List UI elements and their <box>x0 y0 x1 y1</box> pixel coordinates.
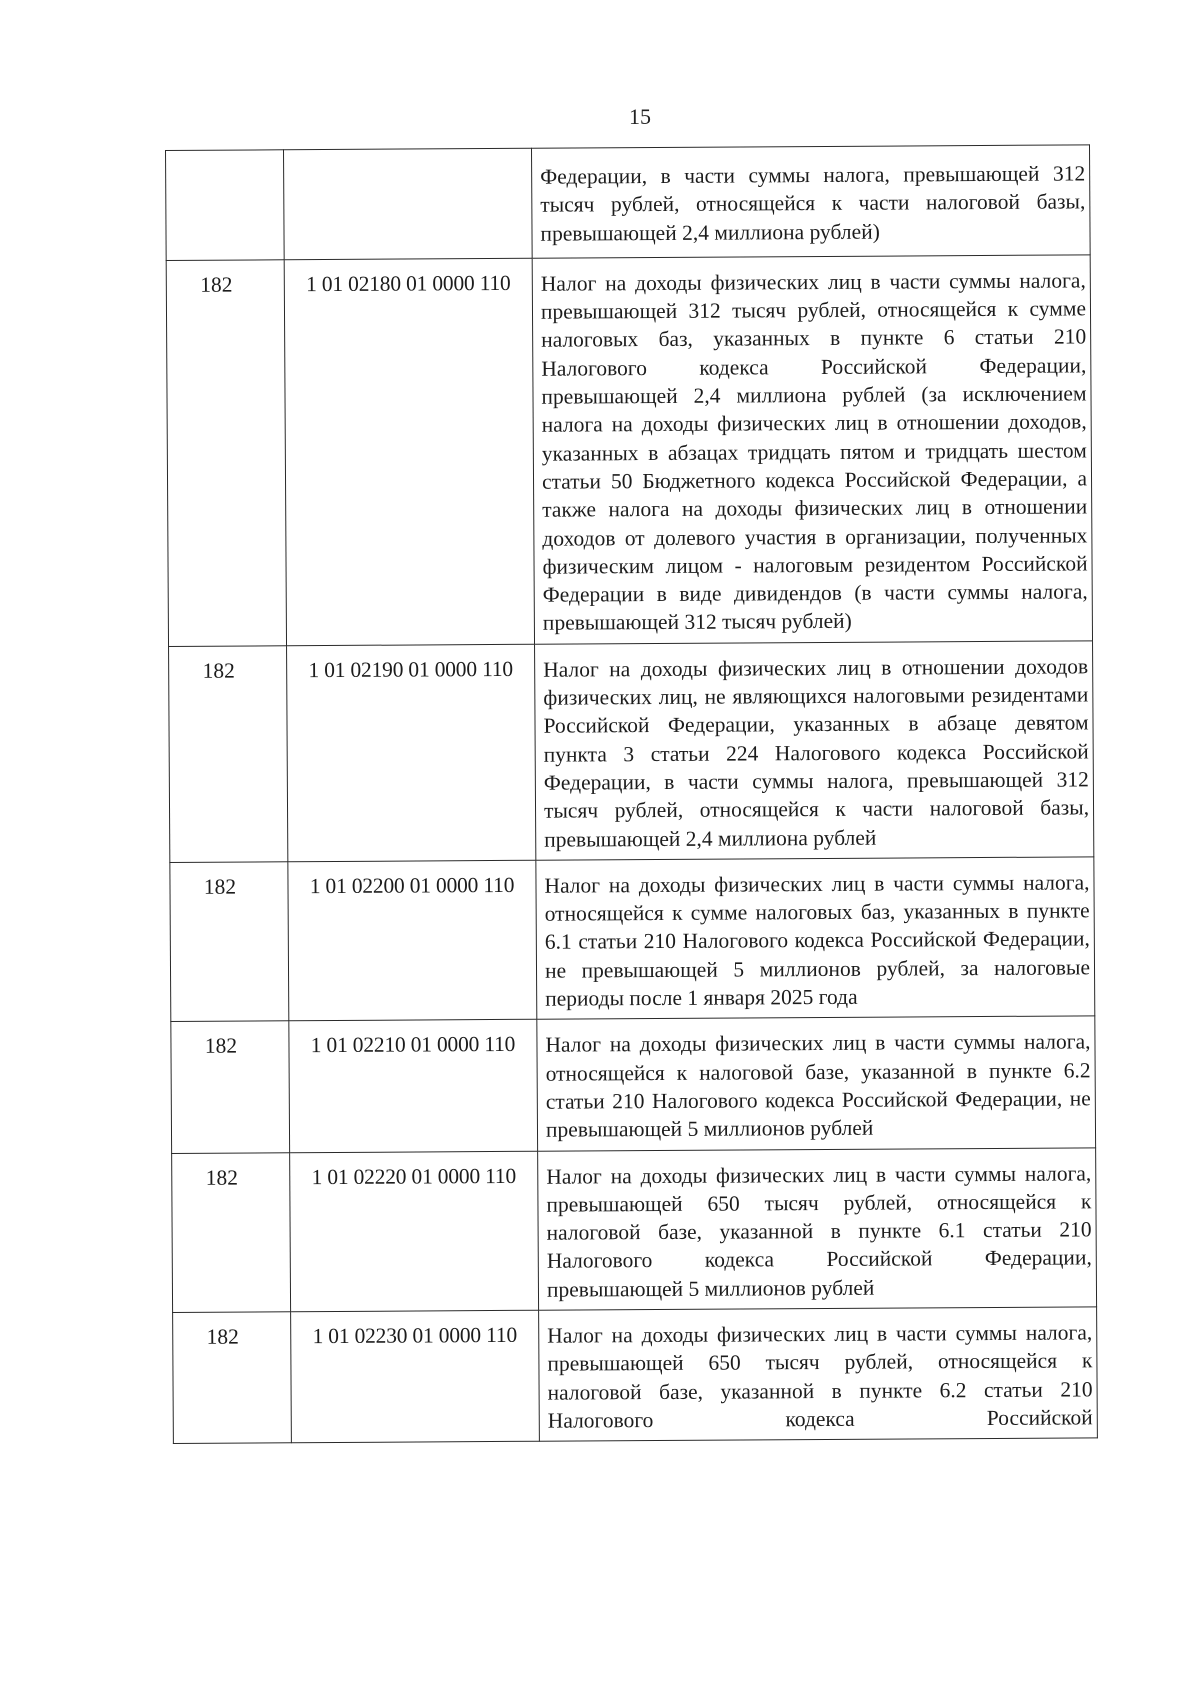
table-row <box>171 1016 1096 1153</box>
income-name-cell: Федерации, в части суммы налога, превышающей 312 тысяч рублей, относящейся к части налоговой базы, превышающей 2,4 миллиона рублей) <box>531 145 1090 258</box>
budget-code-cell: 1 01 02230 01 0000 110 <box>291 1310 540 1443</box>
budget-code-cell: 1 01 02210 01 0000 110 <box>289 1020 538 1153</box>
admin-code-cell: 182 <box>170 862 289 1022</box>
admin-code-cell: 182 <box>166 260 286 647</box>
admin-code-cell: 182 <box>172 1152 291 1312</box>
income-name-cell: Налог на доходы физических лиц в части суммы налога, относящейся к налоговой базе, указанной в пункте 6.2 статьи 210 Налогового кодекса Российской Федерации, не превышающей 5 миллионов рублей <box>537 1016 1096 1151</box>
table-row <box>169 641 1094 863</box>
table-row <box>173 1307 1098 1444</box>
admin-code-cell: 182 <box>169 646 288 863</box>
budget-code-cell: 1 01 02220 01 0000 110 <box>290 1151 539 1312</box>
budget-code-cell <box>284 148 533 259</box>
budget-codes-table <box>165 144 1098 1444</box>
income-name-cell: Налог на доходы физических лиц в части суммы налога, превышающей 650 тысяч рублей, относящейся к налоговой базе, указанной в пункте 6.2 статьи 210 Налогового кодекса Российской <box>539 1307 1098 1442</box>
table-row <box>166 255 1092 646</box>
table-row <box>172 1147 1097 1312</box>
page-number: 15 <box>629 104 651 129</box>
admin-code-cell: 182 <box>173 1312 292 1444</box>
income-name-cell: Налог на доходы физических лиц в части суммы налога, относящейся к сумме налоговых баз, указанных в пункте 6.1 статьи 210 Налогового кодекса Российской Федерации, не превышающей 5 миллионов рублей, за налоговые периоды после 1 января 2025 года <box>536 857 1095 1020</box>
budget-code-cell: 1 01 02190 01 0000 110 <box>287 644 536 862</box>
income-name-cell: Налог на доходы физических лиц в части суммы налога, превышающей 650 тысяч рублей, относящейся к налоговой базе, указанной в пункте 6.1 статьи 210 Налогового кодекса Российской Федерации, превышающей 5 миллионов рублей <box>538 1147 1097 1310</box>
budget-code-cell: 1 01 02180 01 0000 110 <box>284 258 534 645</box>
admin-code-cell <box>166 150 285 261</box>
table-row <box>166 145 1091 261</box>
income-name-cell: Налог на доходы физических лиц в отношении доходов физических лиц, не являющихся налоговыми резидентами Российской Федерации, указанных в абзаце девятом пункта 3 статьи 224 Налогового кодекса Российской Федерации, в части суммы налога, превышающей 312 тысяч рублей, относящейся к части налоговой базы, превышающей 2,4 миллиона рублей <box>535 641 1094 860</box>
table-row <box>170 857 1095 1022</box>
admin-code-cell: 182 <box>171 1021 290 1153</box>
income-name-cell: Налог на доходы физических лиц в части суммы налога, превышающей 312 тысяч рублей, относящейся к сумме налоговых баз, указанных в пункте 6 статьи 210 Налогового кодекса Российской Федерации, превышающей 2,4 миллиона рублей (за исключением налога на доходы физических лиц в отношении доходов, указанных в абзацах тридцать пятом и тридцать шестом статьи 50 Бюджетного кодекса Российской Федерации, а также налога на доходы физических лиц в отношении доходов от долевого участия в организации, полученных физическим лицом - налоговым резидентом Российской Федерации в виде дивидендов (в части суммы налога, превышающей 312 тысяч рублей) <box>532 255 1092 644</box>
budget-code-cell: 1 01 02200 01 0000 110 <box>288 860 537 1021</box>
